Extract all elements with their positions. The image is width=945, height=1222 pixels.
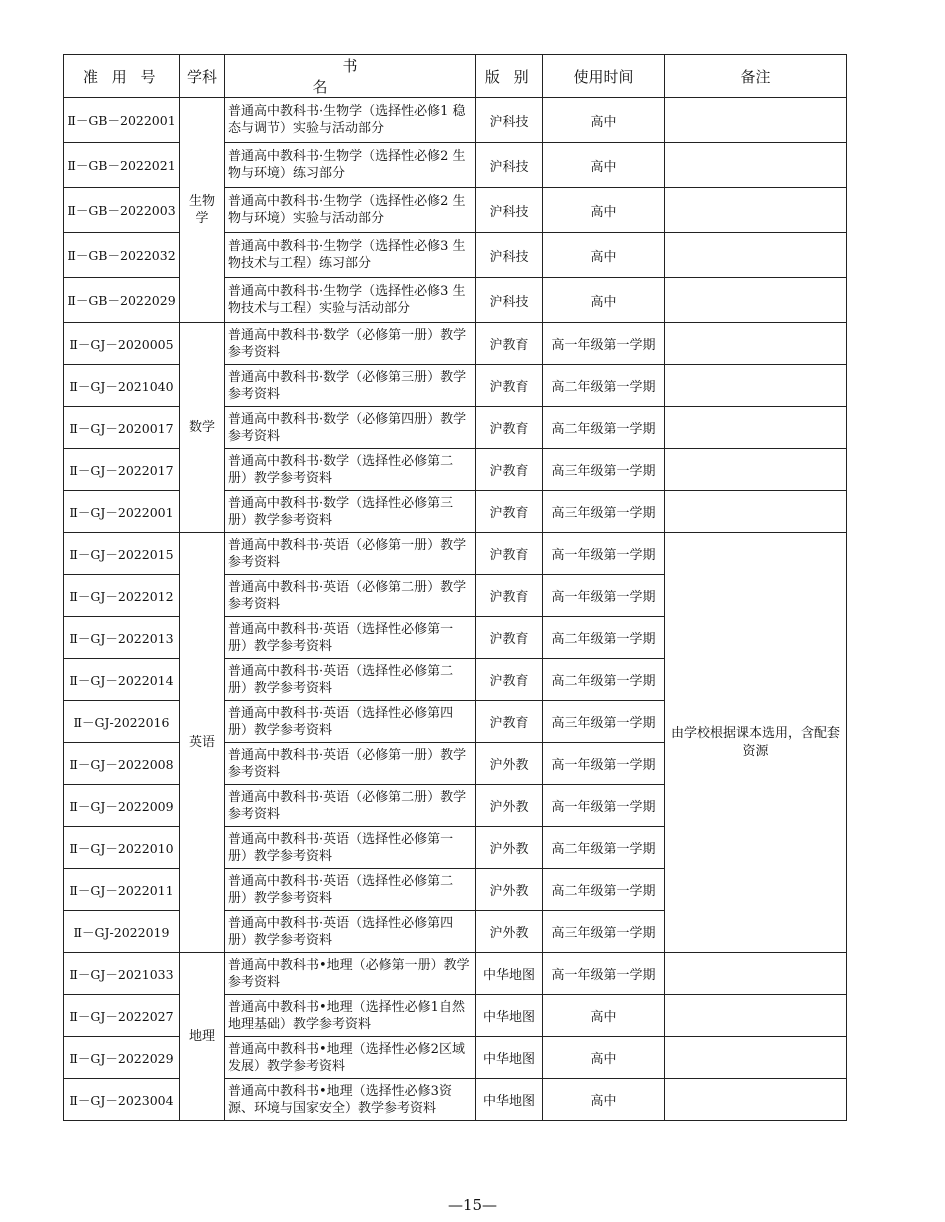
row-code: Ⅱ－GB－2022029 xyxy=(64,278,180,323)
row-code: Ⅱ－GJ－2021033 xyxy=(64,953,180,995)
row-time: 高中 xyxy=(543,1079,665,1121)
row-version: 沪外教 xyxy=(476,911,543,953)
row-version: 沪教育 xyxy=(476,575,543,617)
row-book: 普通高中教科书·英语（选择性必修第四册）教学参考资料 xyxy=(225,701,476,743)
textbook-table xyxy=(63,54,847,1121)
row-time: 高中 xyxy=(543,995,665,1037)
row-time: 高中 xyxy=(543,98,665,143)
row-code: Ⅱ－GJ－2022015 xyxy=(64,533,180,575)
row-code: Ⅱ－GJ－2022009 xyxy=(64,785,180,827)
header-book: 书 名 xyxy=(225,55,476,98)
row-book: 普通高中教科书·数学（必修第一册）教学参考资料 xyxy=(225,323,476,365)
row-version: 沪教育 xyxy=(476,491,543,533)
row-note xyxy=(665,365,847,407)
row-book: 普通高中教科书·数学（必修第四册）教学参考资料 xyxy=(225,407,476,449)
row-book: 普通高中教科书·英语（选择性必修第二册）教学参考资料 xyxy=(225,659,476,701)
row-code: Ⅱ－GJ－2022029 xyxy=(64,1037,180,1079)
row-note xyxy=(665,188,847,233)
row-code: Ⅱ－GB－2022001 xyxy=(64,98,180,143)
table-row xyxy=(64,323,847,365)
row-code: Ⅱ－GJ-2022016 xyxy=(64,701,180,743)
row-book: 普通高中教科书•地理（选择性必修2区域发展）教学参考资料 xyxy=(225,1037,476,1079)
row-book: 普通高中教科书·英语（必修第一册）教学参考资料 xyxy=(225,743,476,785)
row-time: 高三年级第一学期 xyxy=(543,449,665,491)
row-note xyxy=(665,449,847,491)
row-time: 高二年级第一学期 xyxy=(543,869,665,911)
row-book: 普通高中教科书·数学（选择性必修第二册）教学参考资料 xyxy=(225,449,476,491)
header-version: 版 别 xyxy=(476,55,543,98)
row-version: 沪科技 xyxy=(476,98,543,143)
row-note xyxy=(665,323,847,365)
row-time: 高二年级第一学期 xyxy=(543,407,665,449)
row-version: 中华地图 xyxy=(476,953,543,995)
row-book: 普通高中教科书·数学（选择性必修第三册）教学参考资料 xyxy=(225,491,476,533)
row-version: 沪外教 xyxy=(476,785,543,827)
row-version: 沪科技 xyxy=(476,278,543,323)
row-version: 沪外教 xyxy=(476,743,543,785)
row-time: 高中 xyxy=(543,1037,665,1079)
row-code: Ⅱ－GJ－2021040 xyxy=(64,365,180,407)
row-book: 普通高中教科书·英语（选择性必修第二册）教学参考资料 xyxy=(225,869,476,911)
row-time: 高三年级第一学期 xyxy=(543,491,665,533)
row-time: 高一年级第一学期 xyxy=(543,785,665,827)
row-version: 沪教育 xyxy=(476,407,543,449)
row-time: 高一年级第一学期 xyxy=(543,743,665,785)
row-code: Ⅱ－GJ－2022013 xyxy=(64,617,180,659)
table-row xyxy=(64,98,847,143)
row-version: 沪教育 xyxy=(476,365,543,407)
row-book: 普通高中教科书•地理（选择性必修3资源、环境与国家安全）教学参考资料 xyxy=(225,1079,476,1121)
row-time: 高中 xyxy=(543,143,665,188)
row-book: 普通高中教科书·英语（必修第一册）教学参考资料 xyxy=(225,533,476,575)
row-code: Ⅱ－GJ－2020005 xyxy=(64,323,180,365)
row-book: 普通高中教科书·英语（选择性必修第一册）教学参考资料 xyxy=(225,617,476,659)
page-number: —15— xyxy=(447,1196,498,1214)
row-note xyxy=(665,278,847,323)
row-time: 高三年级第一学期 xyxy=(543,911,665,953)
header-time: 使用时间 xyxy=(543,55,665,98)
row-code: Ⅱ－GJ－2022011 xyxy=(64,869,180,911)
row-book: 普通高中教科书·英语（选择性必修第一册）教学参考资料 xyxy=(225,827,476,869)
row-note xyxy=(665,995,847,1037)
row-version: 中华地图 xyxy=(476,1079,543,1121)
row-note xyxy=(665,491,847,533)
row-note xyxy=(665,1037,847,1079)
row-time: 高三年级第一学期 xyxy=(543,701,665,743)
row-code: Ⅱ－GJ－2023004 xyxy=(64,1079,180,1121)
row-time: 高中 xyxy=(543,188,665,233)
row-book: 普通高中教科书•地理（选择性必修1自然地理基础）教学参考资料 xyxy=(225,995,476,1037)
subject-math: 数学 xyxy=(180,323,225,533)
row-book: 普通高中教科书•地理（必修第一册）教学参考资料 xyxy=(225,953,476,995)
row-time: 高一年级第一学期 xyxy=(543,533,665,575)
row-book: 普通高中教科书·英语（必修第二册）教学参考资料 xyxy=(225,575,476,617)
subject-biology: 生物学 xyxy=(180,98,225,323)
row-code: Ⅱ－GJ－2022027 xyxy=(64,995,180,1037)
row-code: Ⅱ－GJ－2022010 xyxy=(64,827,180,869)
table-row xyxy=(64,953,847,995)
row-note xyxy=(665,143,847,188)
row-version: 沪教育 xyxy=(476,701,543,743)
row-time: 高二年级第一学期 xyxy=(543,827,665,869)
row-version: 中华地图 xyxy=(476,1037,543,1079)
row-version: 沪外教 xyxy=(476,869,543,911)
header-note: 备注 xyxy=(665,55,847,98)
header-code: 准 用 号 xyxy=(64,55,180,98)
row-book: 普通高中教科书·英语（选择性必修第四册）教学参考资料 xyxy=(225,911,476,953)
row-book: 普通高中教科书·英语（必修第二册）教学参考资料 xyxy=(225,785,476,827)
row-book: 普通高中教科书·生物学（选择性必修3 生物技术与工程）练习部分 xyxy=(225,233,476,278)
row-time: 高一年级第一学期 xyxy=(543,953,665,995)
row-version: 沪教育 xyxy=(476,323,543,365)
row-version: 沪教育 xyxy=(476,617,543,659)
row-version: 沪外教 xyxy=(476,827,543,869)
subject-english: 英语 xyxy=(180,533,225,953)
table-row xyxy=(64,533,847,575)
row-code: Ⅱ－GB－2022021 xyxy=(64,143,180,188)
row-code: Ⅱ－GJ-2022019 xyxy=(64,911,180,953)
row-time: 高中 xyxy=(543,233,665,278)
row-time: 高中 xyxy=(543,278,665,323)
subject-geography: 地理 xyxy=(180,953,225,1121)
row-note xyxy=(665,953,847,995)
row-version: 沪教育 xyxy=(476,533,543,575)
row-version: 沪科技 xyxy=(476,143,543,188)
note-english: 由学校根据课本选用，含配套资源 xyxy=(665,533,847,953)
row-time: 高二年级第一学期 xyxy=(543,617,665,659)
row-code: Ⅱ－GJ－2020017 xyxy=(64,407,180,449)
row-version: 沪科技 xyxy=(476,233,543,278)
header-subject: 学科 xyxy=(180,55,225,98)
row-book: 普通高中教科书·数学（必修第三册）教学参考资料 xyxy=(225,365,476,407)
row-version: 沪教育 xyxy=(476,449,543,491)
row-book: 普通高中教科书·生物学（选择性必修1 稳态与调节）实验与活动部分 xyxy=(225,98,476,143)
row-book: 普通高中教科书·生物学（选择性必修3 生物技术与工程）实验与活动部分 xyxy=(225,278,476,323)
row-code: Ⅱ－GJ－2022014 xyxy=(64,659,180,701)
row-code: Ⅱ－GB－2022032 xyxy=(64,233,180,278)
row-time: 高一年级第一学期 xyxy=(543,323,665,365)
row-note xyxy=(665,98,847,143)
table-header-row xyxy=(64,55,847,98)
row-code: Ⅱ－GJ－2022017 xyxy=(64,449,180,491)
row-code: Ⅱ－GB－2022003 xyxy=(64,188,180,233)
row-note xyxy=(665,1079,847,1121)
row-book: 普通高中教科书·生物学（选择性必修2 生物与环境）实验与活动部分 xyxy=(225,188,476,233)
row-version: 中华地图 xyxy=(476,995,543,1037)
row-version: 沪科技 xyxy=(476,188,543,233)
row-time: 高二年级第一学期 xyxy=(543,365,665,407)
row-code: Ⅱ－GJ－2022012 xyxy=(64,575,180,617)
row-time: 高一年级第一学期 xyxy=(543,575,665,617)
row-time: 高二年级第一学期 xyxy=(543,659,665,701)
row-note xyxy=(665,233,847,278)
row-book: 普通高中教科书·生物学（选择性必修2 生物与环境）练习部分 xyxy=(225,143,476,188)
row-version: 沪教育 xyxy=(476,659,543,701)
row-note xyxy=(665,407,847,449)
row-code: Ⅱ－GJ－2022008 xyxy=(64,743,180,785)
row-code: Ⅱ－GJ－2022001 xyxy=(64,491,180,533)
